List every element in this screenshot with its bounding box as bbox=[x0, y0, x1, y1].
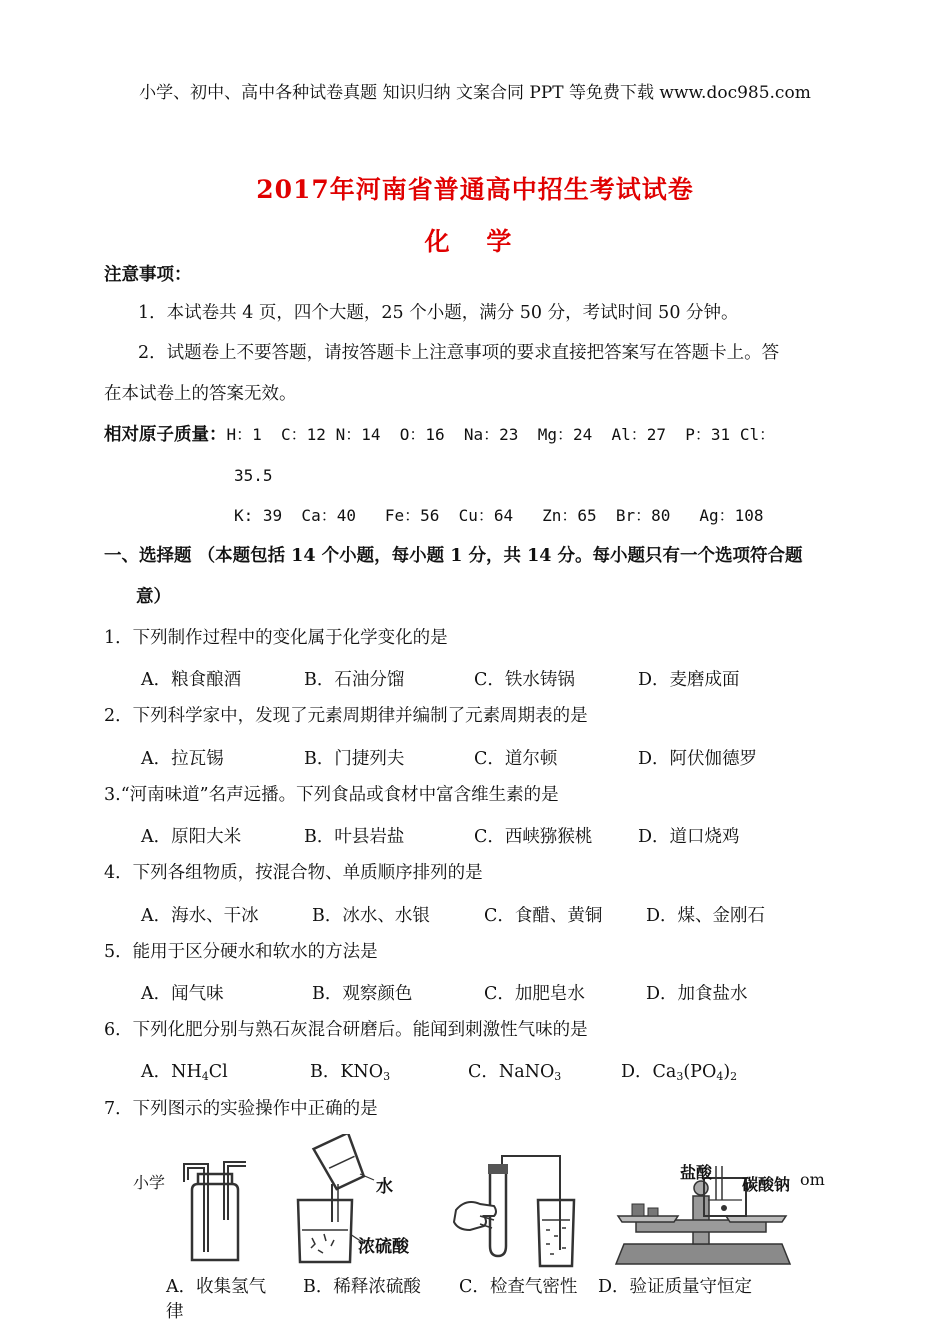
q2-option-d: D．阿伏伽德罗 bbox=[638, 749, 758, 769]
q4-option-d: D．煤、金刚石 bbox=[646, 906, 766, 926]
q6-option-d: D．$Ca_3(PO_4)_2$ bbox=[621, 1062, 738, 1083]
q6-option-a: A．$NH_4Cl$ bbox=[141, 1062, 228, 1083]
q7-option-d: D．验证质量守恒定 bbox=[598, 1277, 753, 1297]
q2-option-b: B．门捷列夫 bbox=[304, 749, 405, 769]
q2-option-a: A．拉瓦锡 bbox=[141, 749, 224, 769]
q3-option-a: A．原阳大米 bbox=[141, 827, 242, 847]
q1-option-d: D．麦磨成面 bbox=[638, 670, 740, 690]
q1-option-b: B．石油分馏 bbox=[304, 670, 405, 690]
q5-option-d: D．加食盐水 bbox=[646, 984, 748, 1004]
question-7-stem: 7．下列图示的实验操作中正确的是 bbox=[104, 1099, 378, 1119]
atomic-mass-row-1 bbox=[104, 424, 775, 446]
q5-option-a: A．闻气味 bbox=[141, 984, 224, 1004]
q2-option-c: C．道尔顿 bbox=[474, 749, 558, 769]
watermark-left: 小学 bbox=[133, 1173, 166, 1192]
q7-option-b: B．稀释浓硫酸 bbox=[303, 1277, 421, 1297]
q7-option-a: A．收集氢气 bbox=[166, 1277, 267, 1297]
figure-b-dilute-acid bbox=[282, 1134, 432, 1268]
watermark-right: om bbox=[800, 1170, 825, 1189]
q4-option-b: B．冰水、水银 bbox=[312, 906, 430, 926]
label-sodium-carbonate: 碳酸钠 bbox=[742, 1175, 791, 1194]
question-3-stem: 3.“河南味道”名声远播。下列食品或食材中富含维生素的是 bbox=[104, 785, 559, 805]
notice-item-2-cont: 在本试卷上的答案无效。 bbox=[104, 384, 297, 404]
q5-option-c: C．加肥皂水 bbox=[484, 984, 585, 1004]
section-1-heading: 一、选择题 （本题包括 14 个小题，每小题 1 分，共 14 分。每小题只有一个选项符合题 bbox=[104, 546, 803, 566]
exam-subject: 化 学 bbox=[424, 227, 526, 256]
question-4-stem: 4．下列各组物质，按混合物、单质顺序排列的是 bbox=[104, 863, 483, 883]
q6-option-b: B．$KNO_3$ bbox=[310, 1062, 391, 1083]
q3-option-c: C．西峡猕猴桃 bbox=[474, 827, 593, 847]
q4-option-a: A．海水、干冰 bbox=[141, 906, 259, 926]
question-1-stem: 1．下列制作过程中的变化属于化学变化的是 bbox=[104, 628, 448, 648]
q5-option-b: B．观察颜色 bbox=[312, 984, 413, 1004]
q1-option-c: C．铁水铸锅 bbox=[474, 670, 575, 690]
atomic-mass-values-1: H：1 C：12 N：14 O：16 Na：23 Mg：24 Al：27 P：31 Cl： bbox=[226, 425, 776, 444]
label-concentrated-sulfuric-acid: 浓硫酸 bbox=[358, 1237, 409, 1257]
figure-a-gas-bottle bbox=[180, 1160, 250, 1265]
q7-option-wrap: 律 bbox=[166, 1302, 184, 1322]
q1-option-a: A．粮食酿酒 bbox=[141, 670, 242, 690]
notice-heading: 注意事项： bbox=[104, 265, 192, 285]
q3-option-d: D．道口烧鸡 bbox=[638, 827, 740, 847]
atomic-mass-row-3: K: 39 Ca：40 Fe：56 Cu：64 Zn：65 Br：80 Ag：108 bbox=[234, 506, 764, 525]
figure-c-airtightness bbox=[450, 1150, 580, 1268]
q4-option-c: C．食醋、黄铜 bbox=[484, 906, 603, 926]
notice-item-1: 1．本试卷共 4 页，四个大题，25 个小题，满分 50 分，考试时间 50 分钟。 bbox=[138, 303, 739, 323]
question-2-stem: 2．下列科学家中，发现了元素周期律并编制了元素周期表的是 bbox=[104, 706, 588, 726]
atomic-mass-label: 相对原子质量： bbox=[104, 425, 227, 445]
label-water: 水 bbox=[376, 1177, 393, 1197]
q7-option-c: C．检查气密性 bbox=[459, 1277, 578, 1297]
q6-option-c: C．NaNO$_3$ bbox=[468, 1062, 562, 1083]
question-5-stem: 5．能用于区分硬水和软水的方法是 bbox=[104, 942, 378, 962]
q3-option-b: B．叶县岩盐 bbox=[304, 827, 405, 847]
page-header: 小学、初中、高中各种试卷真题 知识归纳 文案合同 PPT 等免费下载 www.doc985.com bbox=[139, 83, 811, 103]
exam-title: 2017年河南省普通高中招生考试试卷 bbox=[256, 175, 694, 204]
section-1-heading-cont: 意） bbox=[136, 587, 171, 607]
atomic-mass-row-2: 35.5 bbox=[234, 466, 273, 485]
question-6-stem: 6．下列化肥分别与熟石灰混合研磨后。能闻到刺激性气味的是 bbox=[104, 1020, 588, 1040]
label-hydrochloric-acid: 盐酸 bbox=[680, 1163, 713, 1182]
notice-item-2: 2．试题卷上不要答题，请按答题卡上注意事项的要求直接把答案写在答题卡上。答 bbox=[138, 343, 780, 363]
